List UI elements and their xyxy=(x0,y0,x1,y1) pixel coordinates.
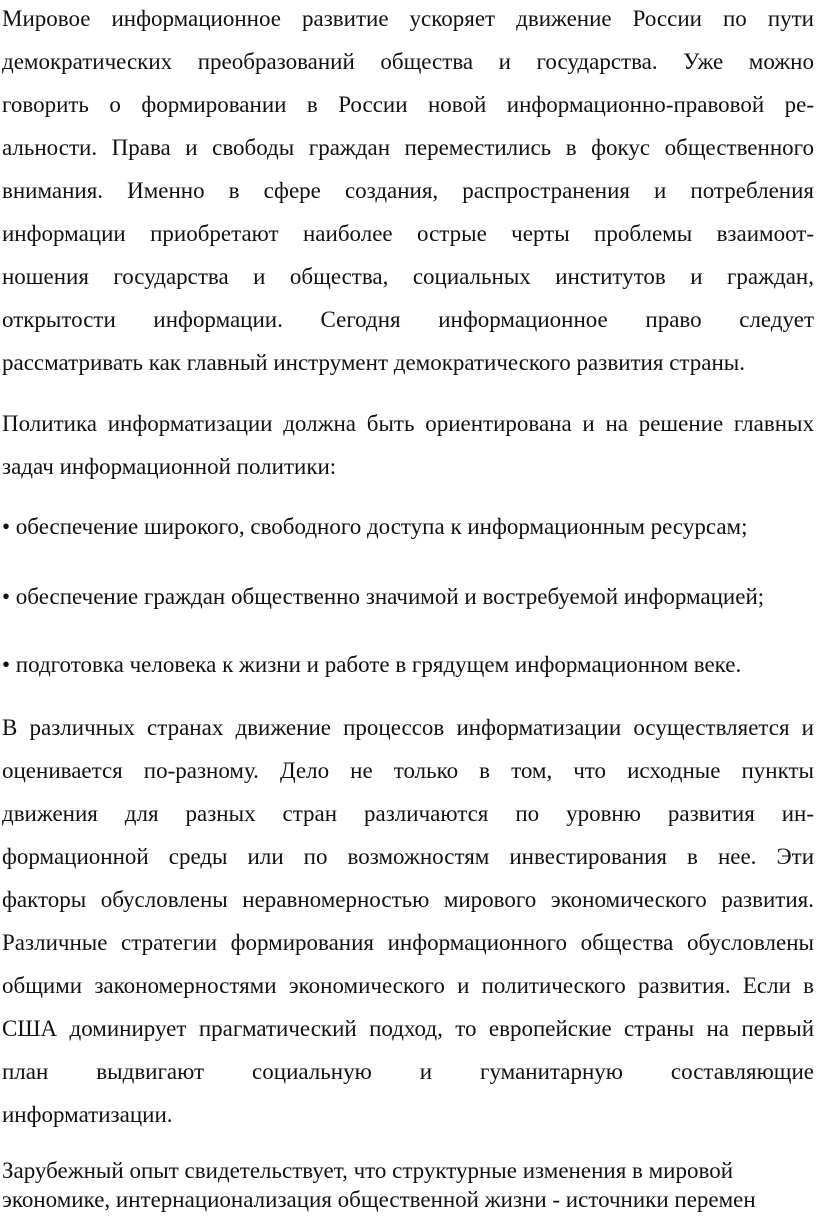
paragraph-3-line: общими закономерностями экономического и политического развития. Если в xyxy=(2,973,814,998)
paragraph-2-line: задач информационной политики: xyxy=(2,454,337,479)
paragraph-3-line: США доминирует прагматический подход, то европейские страны на первый xyxy=(2,1016,814,1041)
paragraph-1-line: говорить о формировании в России новой информационно-правовой ре- xyxy=(2,92,814,117)
paragraph-3-line: оценивается по-разному. Дело не только в том, что исходные пункты xyxy=(2,758,814,783)
paragraph-3-line: движения для разных стран различаются по уровню развития ин- xyxy=(2,801,814,826)
paragraph-1-line: рассматривать как главный инструмент демократического развития страны. xyxy=(2,350,745,375)
paragraph-1-line: демократических преобразований общества и государства. Уже можно xyxy=(2,49,814,74)
paragraph-3-line: информатизации. xyxy=(2,1102,173,1127)
paragraph-3-line: Различные стратегии формирования информационного общества обусловлены xyxy=(2,930,814,955)
paragraph-1-line: открытости информации. Сегодня информационное право следует xyxy=(2,307,814,332)
paragraph-1-line: информации приобретают наиболее острые черты проблемы взаимоот- xyxy=(2,221,814,246)
paragraph-2-line: Политика информатизации должна быть ориентирована и на решение главных xyxy=(2,411,814,436)
paragraph-4-line: экономике, интернационализация общественной жизни - источники перемен xyxy=(2,1187,756,1212)
paragraph-1-line: ношения государства и общества, социальных институтов и граждан, xyxy=(2,264,814,289)
paragraph-1-line: Мировое информационное развитие ускоряет движение России по пути xyxy=(2,6,814,31)
paragraph-3-line: план выдвигают социальную и гуманитарную составляющие xyxy=(2,1059,814,1084)
paragraph-3-line: факторы обусловлены неравномерностью мирового экономического развития. xyxy=(2,887,814,912)
paragraph-4-line: Зарубежный опыт свидетельствует, что структурные изменения в мировой xyxy=(2,1158,734,1183)
paragraph-1-line: внимания. Именно в сфере создания, распространения и потребления xyxy=(2,178,814,203)
bullet-item: • подготовка человека к жизни и работе в грядущем информационном веке. xyxy=(2,652,742,677)
paragraph-1-line: альности. Права и свободы граждан переместились в фокус общественного xyxy=(2,135,814,160)
bullet-item: • обеспечение широкого, свободного доступа к информационным ресурсам; xyxy=(2,514,748,539)
bullet-item: • обеспечение граждан общественно значимой и востребуемой информацией; xyxy=(2,584,765,609)
paragraph-3-line: В различных странах движение процессов информатизации осуществляется и xyxy=(2,715,814,740)
paragraph-3-line: формационной среды или по возможностям инвестирования в нее. Эти xyxy=(2,844,814,869)
